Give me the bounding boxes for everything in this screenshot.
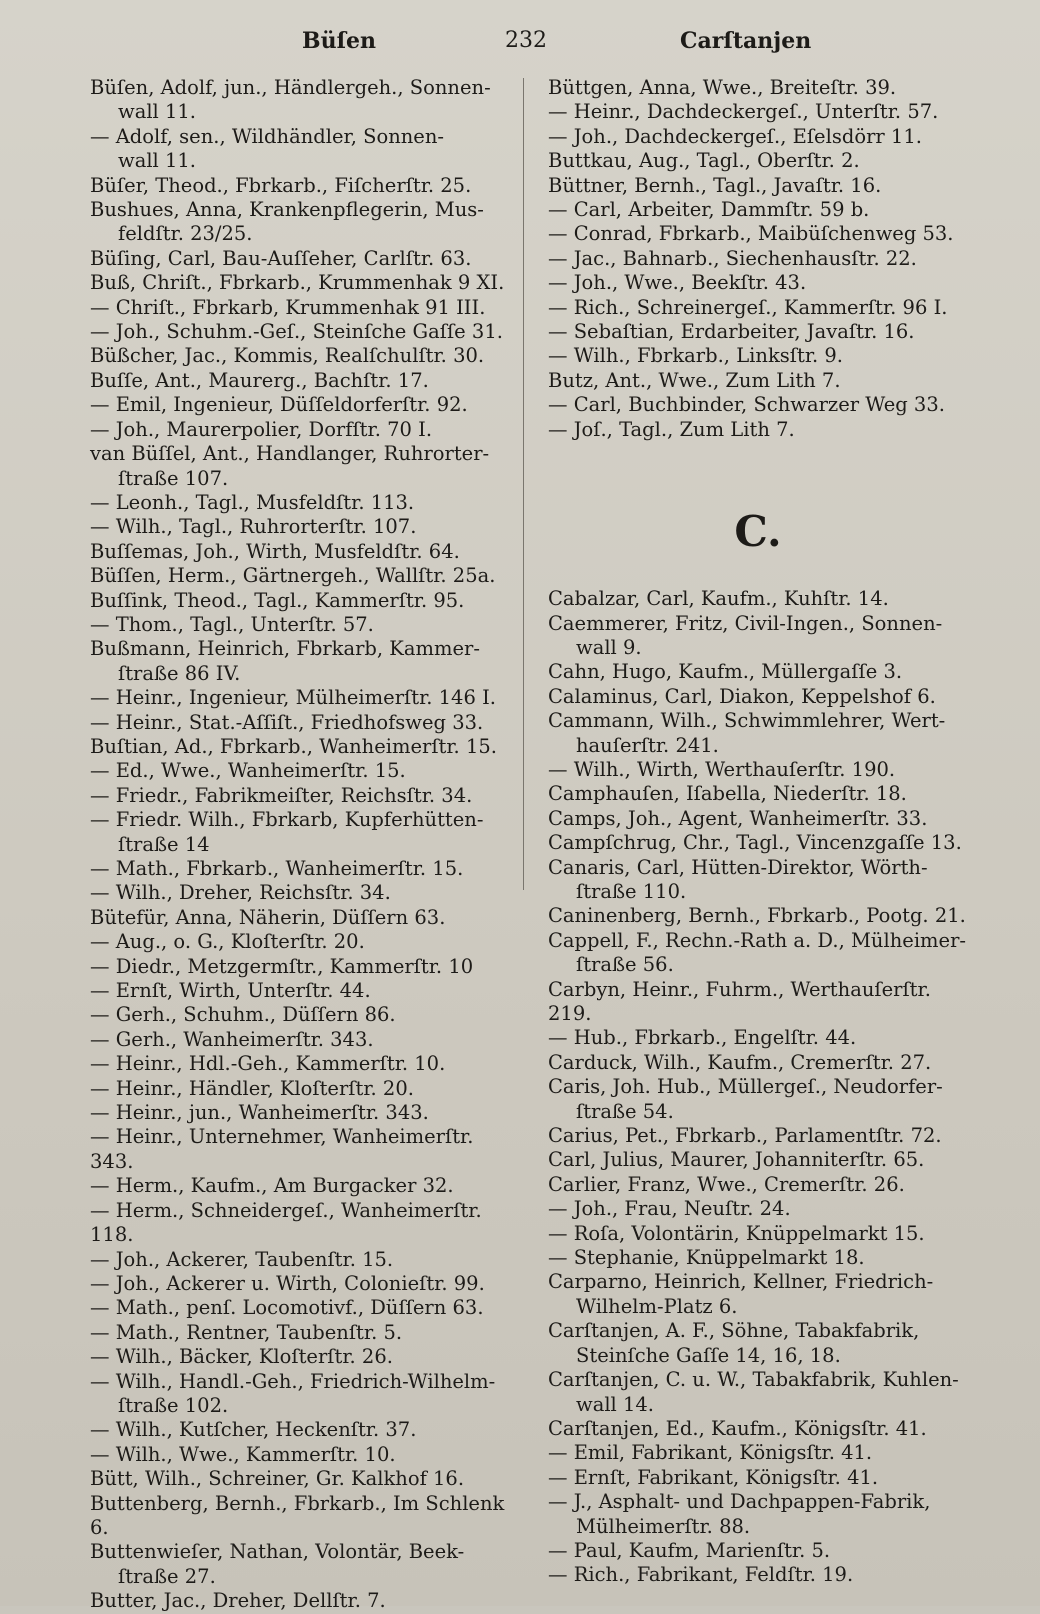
directory-entry (90, 198, 510, 247)
directory-entry (90, 174, 510, 198)
entry-text: — Joſ., Tagl., Zum Lith 7. (548, 417, 795, 441)
directory-entry (548, 1417, 968, 1441)
entry-continuation: Mülheimerſtr. 88. (576, 1514, 751, 1538)
entry-text: Carparno, Heinrich, Kellner, Friedrich- (548, 1270, 934, 1294)
directory-entry (90, 1101, 510, 1125)
entry-text: — Heinr., Ingenieur, Mülheimerſtr. 146 I. (90, 686, 496, 710)
entry-text: Buttenberg, Bernh., Fbrkarb., Im Schlenk 6. (90, 1491, 505, 1539)
entry-text: Butz, Ant., Wwe., Zum Lith 7. (548, 368, 841, 392)
directory-entry (90, 1174, 510, 1198)
entry-continuation: ſtraße 27. (118, 1564, 216, 1588)
directory-entry (548, 76, 968, 100)
entry-continuation: ſtraße 86 IV. (118, 661, 241, 685)
directory-entry (90, 881, 510, 905)
directory-entry (548, 612, 968, 661)
entry-text: Bütt, Wilh., Schreiner, Gr. Kalkhof 16. (90, 1467, 465, 1491)
directory-entry (548, 660, 968, 684)
directory-entry (90, 1028, 510, 1052)
directory-entry (90, 735, 510, 759)
entry-continuation: wall 11. (118, 149, 196, 173)
directory-entry (548, 1319, 968, 1368)
directory-entry (90, 76, 510, 125)
entry-text: — Wilh., Handl.-Geh., Friedrich-Wilhelm- (90, 1369, 496, 1393)
directory-entry (90, 637, 510, 686)
right-column-bottom (548, 587, 968, 1588)
directory-entry (548, 807, 968, 831)
directory-entry (90, 540, 510, 564)
directory-entry (548, 758, 968, 782)
page-number: 232 (505, 28, 547, 53)
entry-text: Caninenberg, Bernh., Fbrkarb., Pootg. 21. (548, 904, 966, 928)
entry-text: Carſtanjen, Ed., Kaufm., Königsſtr. 41. (548, 1416, 927, 1440)
entry-continuation: feldſtr. 23/25. (118, 222, 253, 246)
entry-text: — Math., penſ. Locomotivf., Düſſern 63. (90, 1296, 484, 1320)
directory-entry (90, 1199, 510, 1248)
entry-text: Büttgen, Anna, Wwe., Breiteſtr. 39. (548, 76, 897, 99)
entry-continuation: Steinſche Gaſſe 14, 16, 18. (576, 1343, 841, 1367)
entry-text: Caemmerer, Fritz, Civil-Ingen., Sonnen- (548, 611, 943, 635)
directory-entry (548, 100, 968, 124)
directory-entry (90, 906, 510, 930)
entry-text: — Paul, Kaufm, Marienſtr. 5. (548, 1538, 831, 1562)
section-gap (548, 442, 968, 497)
directory-entry (90, 1589, 510, 1613)
directory-entry (90, 1467, 510, 1491)
directory-entry (90, 1296, 510, 1320)
directory-entry (548, 709, 968, 758)
directory-entry (90, 1125, 510, 1174)
entry-text: Buttenwieſer, Nathan, Volontär, Beek- (90, 1540, 465, 1564)
directory-entry (90, 418, 510, 442)
entry-text: Camphauſen, Iſabella, Niederſtr. 18. (548, 782, 907, 806)
entry-text: Bushues, Anna, Krankenpflegerin, Mus- (90, 198, 484, 222)
entry-text: — Wilh., Fbrkarb., Linksſtr. 9. (548, 344, 844, 368)
directory-entry (90, 442, 510, 491)
entry-text: — Joh., Ackerer, Taubenſtr. 15. (90, 1247, 394, 1271)
directory-entry (548, 1539, 968, 1563)
entry-text: — Diedr., Metzgermſtr., Kammerſtr. 10 (90, 954, 474, 978)
entry-text: — Wilh., Dreher, Reichsſtr. 34. (90, 881, 391, 905)
entry-text: Buſſe, Ant., Maurerg., Bachſtr. 17. (90, 368, 429, 392)
directory-entry (90, 564, 510, 588)
directory-entry (90, 979, 510, 1003)
entry-text: — Jac., Bahnarb., Siechenhausſtr. 22. (548, 246, 917, 270)
entry-text: Carſtanjen, A. F., Söhne, Tabakfabrik, (548, 1319, 920, 1343)
entry-text: — Joh., Schuhm.-Geſ., Steinſche Gaſſe 31. (90, 320, 503, 344)
directory-entry (548, 149, 968, 173)
header-left-word: Büſen (302, 28, 377, 54)
directory-entry (90, 759, 510, 783)
entry-text: Büſing, Carl, Bau-Auſſeher, Carlſtr. 63. (90, 246, 472, 270)
entry-text: Bußmann, Heinrich, Fbrkarb, Kammer- (90, 637, 480, 661)
entry-text: Calaminus, Carl, Diakon, Keppelshof 6. (548, 684, 936, 708)
directory-entry (90, 320, 510, 344)
entry-text: — Ernſt, Wirth, Unterſtr. 44. (90, 979, 371, 1003)
directory-entry (90, 1540, 510, 1589)
directory-entry (548, 1051, 968, 1075)
directory-entry (548, 1197, 968, 1221)
directory-entry (548, 418, 968, 442)
directory-entry (548, 344, 968, 368)
left-column (90, 76, 510, 1614)
column-divider (523, 78, 524, 890)
directory-entry (548, 978, 968, 1027)
header-right-word: Carſtanjen (680, 28, 812, 54)
entry-text: — Joh., Ackerer u. Wirth, Colonieſtr. 99. (90, 1271, 485, 1295)
entry-continuation: hauſerſtr. 241. (576, 733, 719, 757)
entry-text: Campſchrug, Chr., Tagl., Vincenzgaſſe 13. (548, 831, 962, 855)
entry-text: Carſtanjen, C. u. W., Tabakfabrik, Kuhlen- (548, 1368, 959, 1392)
entry-text: Büſen, Adolf, jun., Händlergeh., Sonnen- (90, 76, 491, 99)
directory-entry (548, 856, 968, 905)
directory-entry (548, 685, 968, 709)
directory-entry (548, 369, 968, 393)
directory-entry (90, 589, 510, 613)
directory-entry (90, 1248, 510, 1272)
entry-text: — Joh., Maurerpolier, Dorfſtr. 70 I. (90, 417, 433, 441)
entry-text: Buſtian, Ad., Fbrkarb., Wanheimerſtr. 15. (90, 734, 497, 758)
entry-continuation: ſtraße 14 (118, 832, 210, 856)
directory-entry (90, 1052, 510, 1076)
directory-entry (548, 125, 968, 149)
directory-entry (548, 831, 968, 855)
page-header (0, 28, 1040, 68)
directory-entry (90, 1003, 510, 1027)
entry-text: — Joh., Wwe., Beekſtr. 43. (548, 271, 807, 295)
directory-entry (90, 271, 510, 295)
entry-text: Büßcher, Jac., Kommis, Realſchulſtr. 30. (90, 344, 485, 368)
directory-entry (90, 491, 510, 515)
entry-text: Bütefür, Anna, Näherin, Düſſern 63. (90, 905, 446, 929)
directory-entry (548, 782, 968, 806)
entry-text: — Heinr., Hdl.-Geh., Kammerſtr. 10. (90, 1052, 446, 1076)
entry-text: — Friedr. Wilh., Fbrkarb, Kupferhütten- (90, 808, 484, 832)
entry-text: — Gerh., Wanheimerſtr. 343. (90, 1027, 374, 1051)
directory-entry (548, 1148, 968, 1172)
directory-entry (90, 784, 510, 808)
directory-entry (548, 587, 968, 611)
directory-entry (90, 613, 510, 637)
directory-entry (548, 1270, 968, 1319)
entry-text: — Sebaſtian, Erdarbeiter, Javaſtr. 16. (548, 320, 915, 344)
entry-text: Cabalzar, Carl, Kaufm., Kuhſtr. 14. (548, 587, 889, 611)
directory-entry (548, 1173, 968, 1197)
entry-text: — Herm., Schneidergeſ., Wanheimerſtr. 118. (90, 1198, 482, 1247)
entry-text: — Joh., Dachdeckergeſ., Eſelsdörr 11. (548, 124, 922, 148)
directory-entry (548, 393, 968, 417)
entry-text: — Heinr., Händler, Kloſterſtr. 20. (90, 1076, 414, 1100)
entry-text: — Heinr., Unternehmer, Wanheimerſtr. 343. (90, 1125, 474, 1173)
directory-entry (548, 1490, 968, 1539)
entry-text: — Carl, Arbeiter, Dammſtr. 59 b. (548, 198, 870, 222)
entry-text: — Adolf, sen., Wildhändler, Sonnen- (90, 124, 444, 148)
directory-entry (90, 808, 510, 857)
entry-text: — Carl, Buchbinder, Schwarzer Weg 33. (548, 393, 945, 417)
entry-text: Camps, Joh., Agent, Wanheimerſtr. 33. (548, 806, 928, 830)
entry-text: — Chriſt., Fbrkarb, Krummenhak 91 III. (90, 295, 486, 319)
entry-text: Buß, Chriſt., Fbrkarb., Krummenhak 9 XI. (90, 271, 505, 295)
directory-entry (90, 515, 510, 539)
entry-text: Büſer, Theod., Fbrkarb., Fiſcherſtr. 25. (90, 173, 472, 197)
entry-text: Cahn, Hugo, Kaufm., Müllergaſſe 3. (548, 660, 903, 684)
entry-text: — Heinr., jun., Wanheimerſtr. 343. (90, 1101, 429, 1125)
entry-text: Buſſink, Theod., Tagl., Kammerſtr. 95. (90, 588, 465, 612)
entry-text: — Wilh., Tagl., Ruhrorterſtr. 107. (90, 515, 417, 539)
directory-entry (90, 1077, 510, 1101)
entry-text: — Aug., o. G., Kloſterſtr. 20. (90, 930, 365, 954)
right-column (548, 76, 968, 1588)
entry-text: — J., Asphalt- und Dachpappen-Fabrik, (548, 1490, 931, 1514)
entry-continuation: ſtraße 110. (576, 879, 687, 903)
directory-entry (90, 1418, 510, 1442)
directory-entry (90, 125, 510, 174)
directory-entry (548, 174, 968, 198)
entry-text: Carius, Pet., Fbrkarb., Parlamentſtr. 72. (548, 1124, 942, 1148)
directory-entry (90, 1272, 510, 1296)
directory-entry (90, 1345, 510, 1369)
directory-entry (90, 247, 510, 271)
entry-text: Büttner, Bernh., Tagl., Javaſtr. 16. (548, 173, 882, 197)
directory-entry (90, 711, 510, 735)
entry-text: — Conrad, Fbrkarb., Maibüſchenweg 53. (548, 222, 954, 246)
entry-text: — Stephanie, Knüppelmarkt 18. (548, 1246, 865, 1270)
entry-text: van Büſſel, Ant., Handlanger, Ruhrorter- (90, 442, 490, 466)
entry-text: — Wilh., Wirth, Werthauſerſtr. 190. (548, 757, 896, 781)
directory-entry (90, 857, 510, 881)
entry-continuation: Wilhelm-Platz 6. (576, 1294, 738, 1318)
directory-entry (548, 1246, 968, 1270)
entry-text: — Ed., Wwe., Wanheimerſtr. 15. (90, 759, 406, 783)
entry-text: Buſſemas, Joh., Wirth, Musfeldſtr. 64. (90, 539, 460, 563)
directory-entry (548, 1075, 968, 1124)
directory-entry (90, 393, 510, 417)
directory-entry (90, 296, 510, 320)
entry-continuation: wall 14. (576, 1392, 654, 1416)
directory-entry (548, 1222, 968, 1246)
directory-entry (548, 1124, 968, 1148)
entry-text: — Thom., Tagl., Unterſtr. 57. (90, 612, 374, 636)
entry-text: Carl, Julius, Maurer, Johanniterſtr. 65. (548, 1148, 925, 1172)
right-column-top (548, 76, 968, 442)
directory-entry (90, 1321, 510, 1345)
entry-text: Cammann, Wilh., Schwimmlehrer, Wert- (548, 709, 946, 733)
entry-text: — Math., Fbrkarb., Wanheimerſtr. 15. (90, 857, 464, 880)
entry-text: — Friedr., Fabrikmeiſter, Reichsſtr. 34. (90, 783, 473, 807)
directory-entry (548, 904, 968, 928)
section-letter: C. (734, 507, 782, 557)
directory-entry (548, 1026, 968, 1050)
entry-text: — Leonh., Tagl., Musfeldſtr. 113. (90, 490, 415, 514)
directory-entry (90, 686, 510, 710)
entry-text: — Ernſt, Fabrikant, Königsſtr. 41. (548, 1465, 879, 1489)
directory-entry (548, 222, 968, 246)
entry-text: — Emil, Fabrikant, Königsſtr. 41. (548, 1441, 873, 1465)
entry-text: — Hub., Fbrkarb., Engelſtr. 44. (548, 1026, 857, 1050)
entry-text: Carduck, Wilh., Kaufm., Cremerſtr. 27. (548, 1050, 932, 1074)
directory-entry (548, 296, 968, 320)
directory-entry (90, 1492, 510, 1541)
entry-text: — Wilh., Wwe., Kammerſtr. 10. (90, 1442, 396, 1466)
entry-text: — Roſa, Volontärin, Knüppelmarkt 15. (548, 1221, 925, 1245)
entry-text: — Wilh., Kutſcher, Heckenſtr. 37. (90, 1418, 417, 1442)
entry-continuation: ſtraße 54. (576, 1099, 674, 1123)
directory-entry (548, 320, 968, 344)
entry-continuation: ſtraße 107. (118, 466, 229, 490)
directory-entry (548, 1466, 968, 1490)
section-gap-after (548, 567, 968, 587)
entry-text: Caris, Joh. Hub., Müllergeſ., Neudorfer- (548, 1075, 943, 1099)
entry-text: — Heinr., Stat.-Aſſiſt., Friedhofsweg 33. (90, 710, 484, 734)
entry-text: Butter, Jac., Dreher, Dellſtr. 7. (90, 1589, 386, 1613)
directory-entry (548, 198, 968, 222)
entry-text: Carbyn, Heinr., Fuhrm., Werthauſerſtr. 219. (548, 977, 931, 1025)
directory-entry (548, 271, 968, 295)
entry-text: — Herm., Kaufm., Am Burgacker 32. (90, 1174, 454, 1198)
directory-entry (90, 930, 510, 954)
entry-text: Buttkau, Aug., Tagl., Oberſtr. 2. (548, 149, 860, 173)
directory-entry (548, 247, 968, 271)
entry-text: — Joh., Frau, Neuſtr. 24. (548, 1197, 791, 1221)
entry-text: — Rich., Schreinergeſ., Kammerſtr. 96 I. (548, 295, 948, 319)
directory-entry (548, 1563, 968, 1587)
entry-continuation: ſtraße 56. (576, 953, 674, 977)
entry-text: Canaris, Carl, Hütten-Direktor, Wörth- (548, 855, 928, 879)
directory-entry (548, 1441, 968, 1465)
entry-text: — Rich., Fabrikant, Feldſtr. 19. (548, 1563, 854, 1587)
entry-continuation: ſtraße 102. (118, 1393, 229, 1417)
entry-continuation: wall 9. (576, 635, 642, 659)
entry-text: Büſſen, Herm., Gärtnergeh., Wallſtr. 25a. (90, 564, 496, 588)
entry-text: — Wilh., Bäcker, Kloſterſtr. 26. (90, 1345, 393, 1369)
entry-text: — Math., Rentner, Taubenſtr. 5. (90, 1320, 403, 1344)
directory-entry (90, 955, 510, 979)
directory-entry (90, 369, 510, 393)
entry-text: Carlier, Franz, Wwe., Cremerſtr. 26. (548, 1172, 905, 1196)
entry-text: — Gerh., Schuhm., Düſſern 86. (90, 1003, 396, 1027)
entry-text: — Heinr., Dachdeckergeſ., Unterſtr. 57. (548, 100, 939, 124)
directory-entry (90, 1370, 510, 1419)
directory-entry (90, 1443, 510, 1467)
entry-text: Cappell, F., Rechn.-Rath a. D., Mülheimer- (548, 928, 967, 952)
directory-entry (90, 344, 510, 368)
entry-continuation: wall 11. (118, 100, 196, 124)
entry-text: — Emil, Ingenieur, Düſſeldorferſtr. 92. (90, 393, 468, 417)
directory-entry (548, 1368, 968, 1417)
directory-entry (548, 929, 968, 978)
